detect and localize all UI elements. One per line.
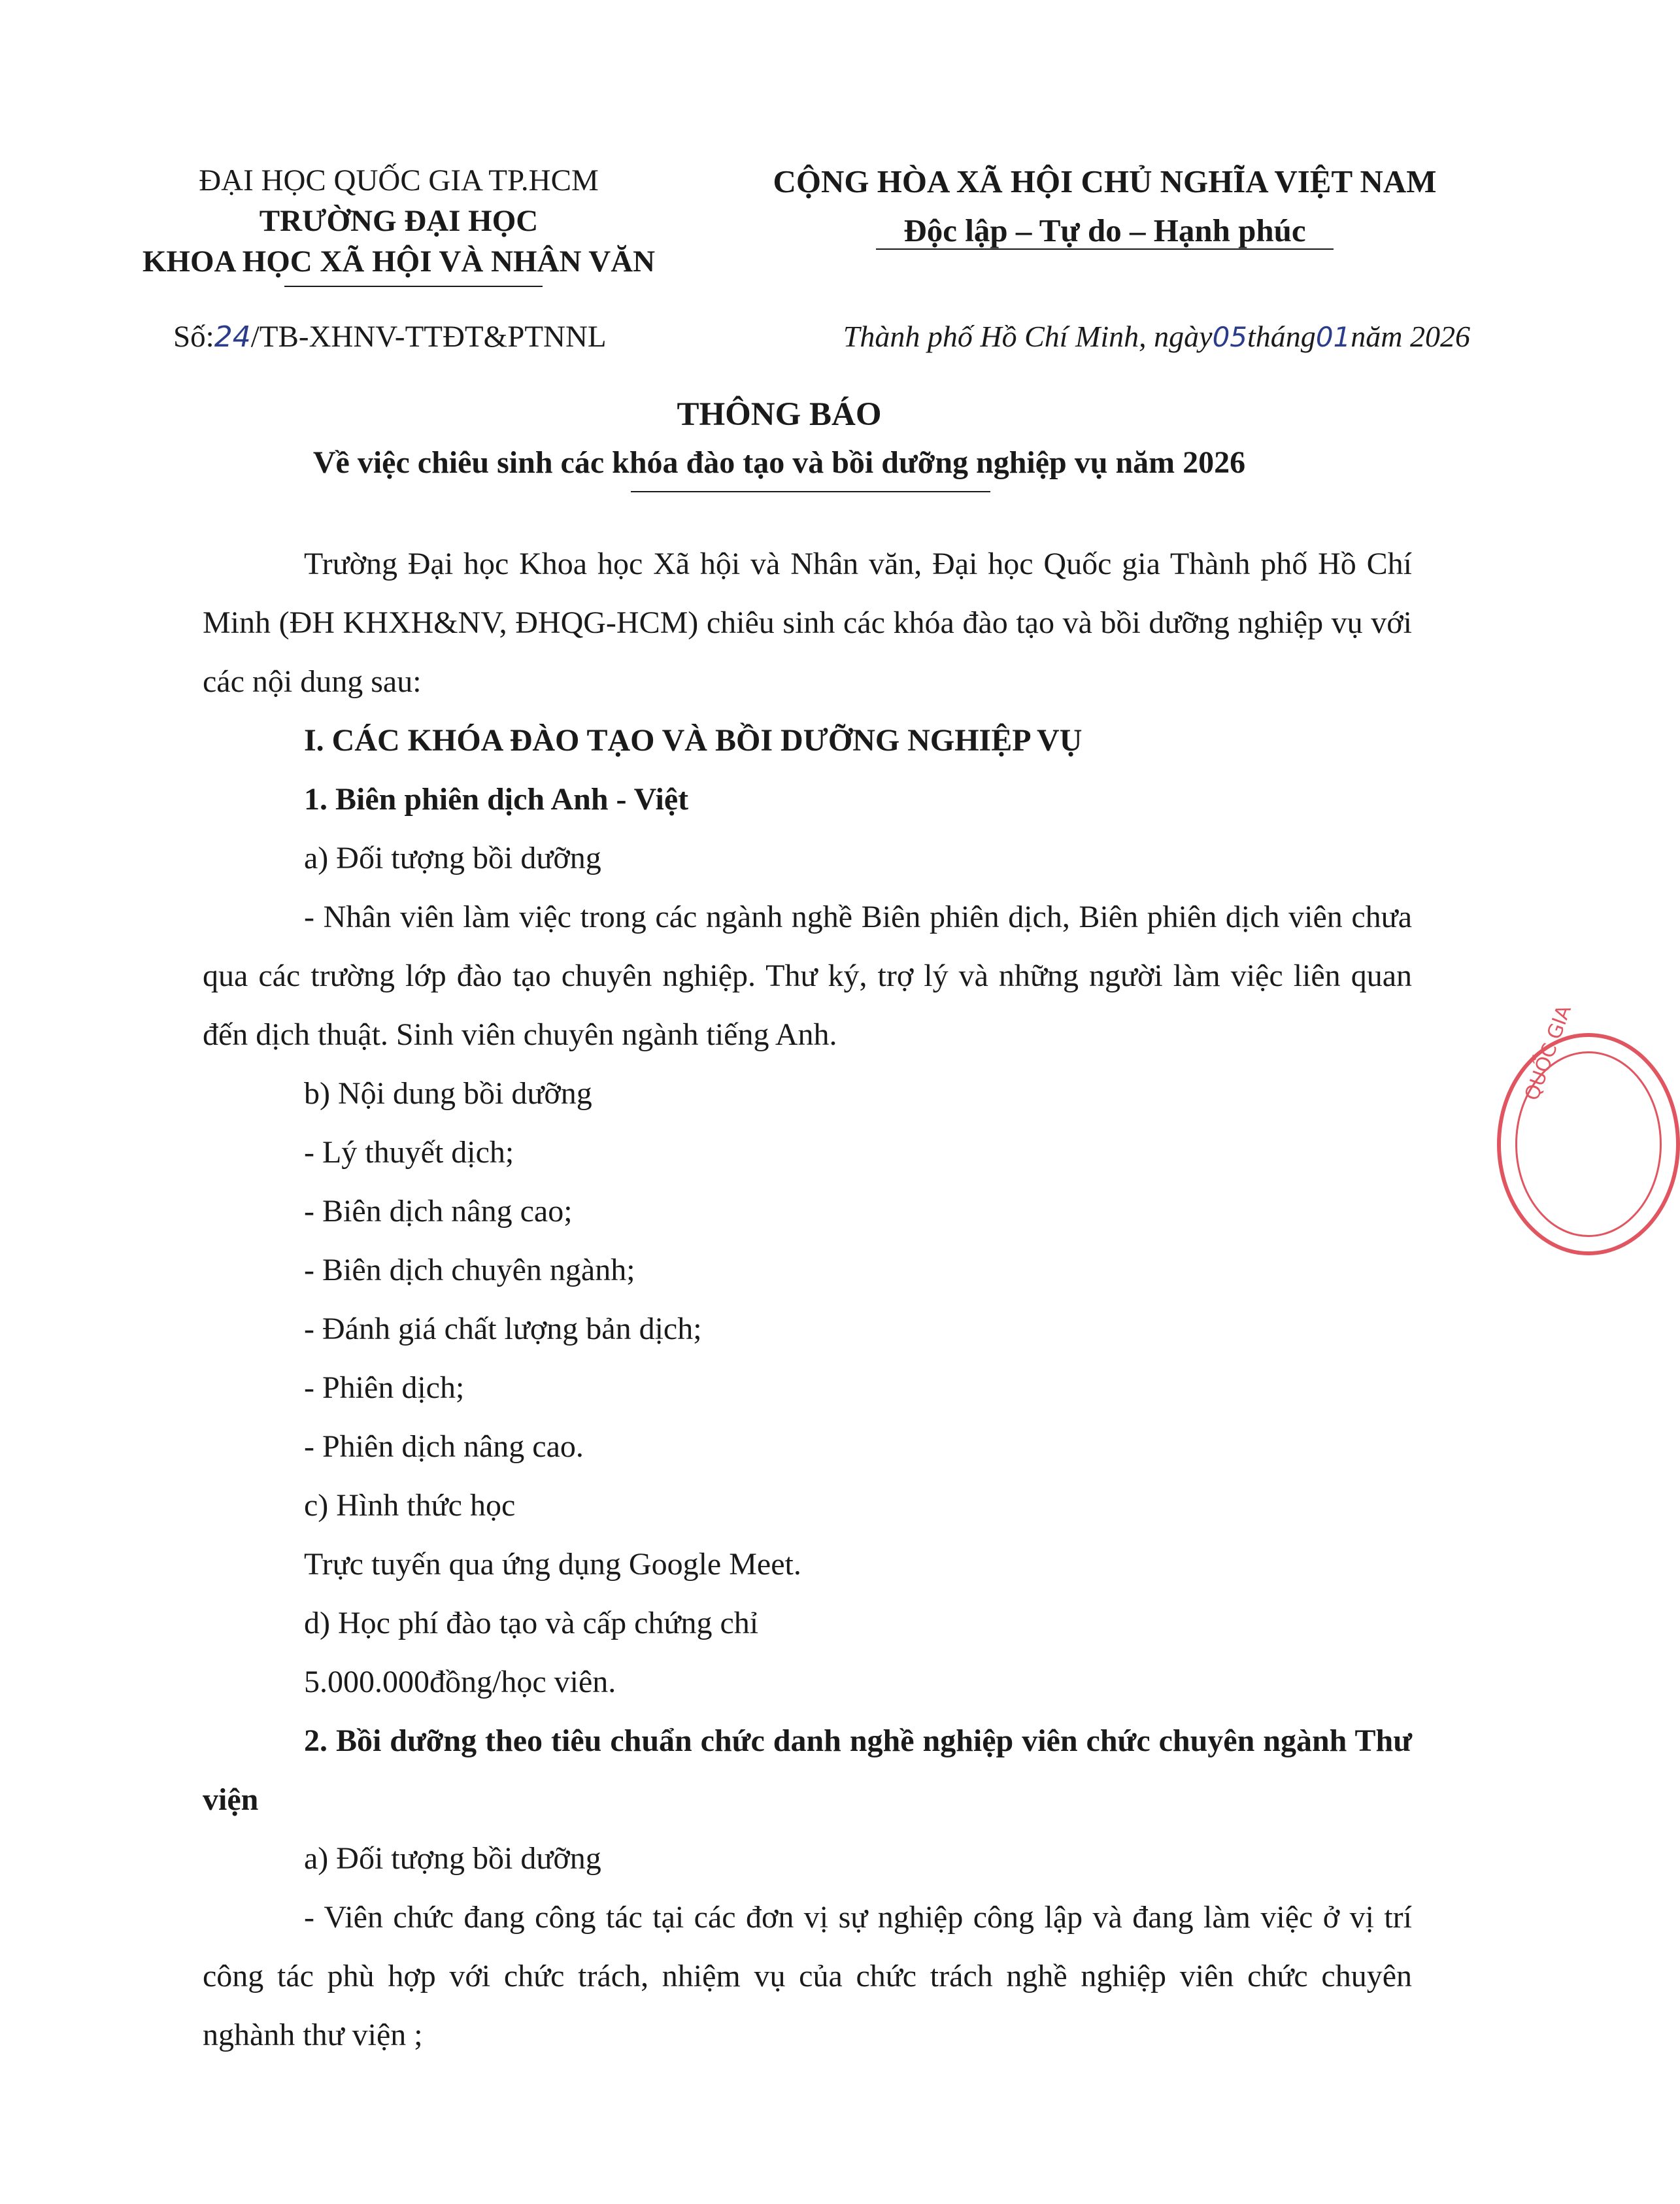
reference-number	[173, 319, 607, 354]
issuer-org-line2: KHOA HỌC XÃ HỘI VÀ NHÂN VĂN	[142, 245, 656, 279]
list-item: - Biên dịch nâng cao;	[304, 1194, 573, 1229]
seal-text: QUỐC GIA	[1520, 1002, 1576, 1104]
list-item: - Lý thuyết dịch;	[304, 1135, 514, 1170]
date-month-label: tháng	[1247, 320, 1316, 353]
issuer-org-line1: TRƯỜNG ĐẠI HỌC	[259, 204, 539, 238]
issuer-underline	[284, 286, 543, 287]
course-1-fee: 5.000.000đồng/học viên.	[304, 1665, 616, 1699]
document-body	[203, 535, 1412, 2065]
course-1-subheading-d: d) Học phí đào tạo và cấp chứng chỉ	[304, 1606, 759, 1640]
course-1-audience: - Nhân viên làm việc trong các ngành nghề Biên phiên dịch, Biên phiên dịch viên chưa qua các trường lớp đào tạo chuyên nghiệp. Thư ký, trợ lý và những người làm việc liên quan đến dịch thuật. Sinh viên chuyên ngành tiếng Anh.	[203, 900, 1412, 1052]
national-motto: Độc lập – Tự do – Hạnh phúc	[903, 212, 1306, 248]
date-prefix: Thành phố Hồ Chí Minh, ngày	[843, 320, 1213, 353]
date-line	[843, 319, 1470, 354]
list-item: - Biên dịch chuyên ngành;	[304, 1253, 635, 1287]
ref-suffix: /TB-XHNV-TTĐT&PTNNL	[250, 320, 607, 354]
course-1-subheading-b: b) Nội dung bồi dưỡng	[304, 1076, 592, 1111]
issuer-parent-org: ĐẠI HỌC QUỐC GIA TP.HCM	[199, 163, 599, 197]
motto-underline	[876, 248, 1334, 250]
course-1-subheading-a: a) Đối tượng bồi dưỡng	[304, 841, 601, 875]
document-subtitle: Về việc chiêu sinh các khóa đào tạo và bồi dưỡng nghiệp vụ năm 2026	[312, 445, 1246, 480]
issuer-header	[72, 160, 726, 282]
intro-paragraph: Trường Đại học Khoa học Xã hội và Nhân văn, Đại học Quốc gia Thành phố Hồ Chí Minh (ĐH KHXH&NV, ĐHQG-HCM) chiêu sinh các khóa đào tạo và bồi dưỡng nghiệp vụ với các nội dung sau:	[203, 547, 1412, 699]
date-day: 05	[1212, 321, 1248, 353]
course-1-heading: 1. Biên phiên dịch Anh - Việt	[304, 782, 689, 817]
ref-prefix: Số:	[173, 320, 214, 354]
subtitle-underline	[631, 491, 990, 492]
course-2-subheading-a: a) Đối tượng bồi dưỡng	[304, 1841, 601, 1876]
list-item: - Phiên dịch;	[304, 1370, 465, 1405]
section-heading: I. CÁC KHÓA ĐÀO TẠO VÀ BỒI DƯỠNG NGHIỆP VỤ	[304, 723, 1083, 758]
course-1-format: Trực tuyến qua ứng dụng Google Meet.	[304, 1547, 801, 1582]
ref-handwritten-number: 24	[214, 320, 251, 354]
list-item: - Phiên dịch nâng cao.	[304, 1429, 584, 1464]
course-2-audience: - Viên chức đang công tác tại các đơn vị sự nghiệp công lập và đang làm việc ở vị trí công tác phù hợp với chức trách, nhiệm vụ của chức trách nghề nghiệp viên chức chuyên nghành thư viện ;	[203, 1900, 1412, 2052]
date-suffix: năm 2026	[1351, 320, 1470, 353]
official-seal-icon	[1497, 1002, 1680, 1255]
date-month: 01	[1315, 321, 1351, 353]
national-title: CỘNG HÒA XÃ HỘI CHỦ NGHĨA VIỆT NAM	[773, 163, 1437, 199]
course-1-subheading-c: c) Hình thức học	[304, 1488, 516, 1523]
course-2-heading: 2. Bồi dưỡng theo tiêu chuẩn chức danh nghề nghiệp viên chức chuyên ngành Thư viện	[203, 1723, 1412, 1817]
national-header	[706, 157, 1504, 255]
list-item: - Đánh giá chất lượng bản dịch;	[304, 1312, 702, 1346]
document-title: THÔNG BÁO	[677, 396, 882, 433]
